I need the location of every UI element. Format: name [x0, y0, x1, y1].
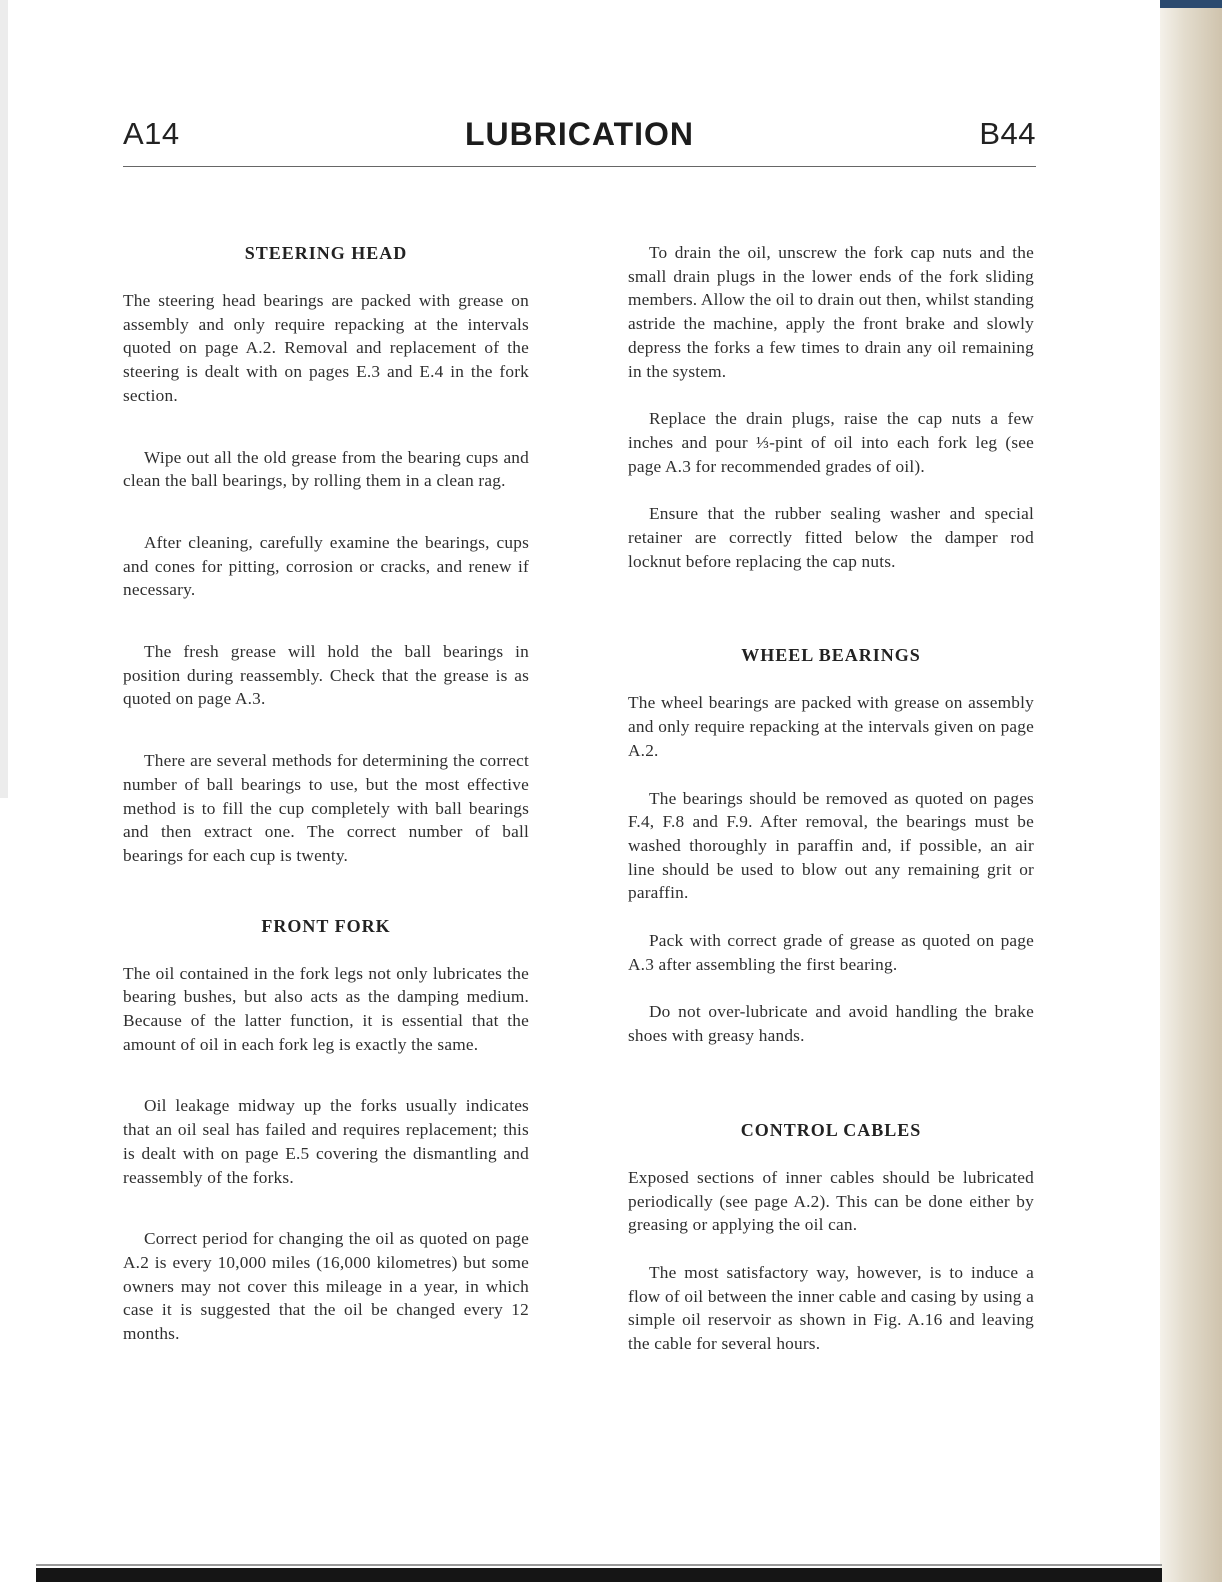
page-header	[123, 116, 1036, 158]
steering-head-paragraph-1: The steering head bearings are packed with grease on assembly and only require repacking at the intervals quoted on page A.2. Removal and replacement of the steering is dealt with on pages E.3 and E.4 in the fork section.	[123, 291, 529, 405]
page-model-code: B44	[979, 116, 1036, 151]
steering-head-paragraph-3: After cleaning, carefully examine the bearings, cups and cones for pitting, corrosion or cracks, and renew if necessary.	[123, 532, 529, 600]
fork-oil-paragraph-3: Ensure that the rubber sealing washer and special retainer are correctly fitted below the damper rod locknut before replacing the cap nuts.	[628, 504, 1034, 571]
front-fork-paragraph-2: Oil leakage midway up the forks usually indicates that an oil seal has failed and requires replacement; this is dealt with on page E.5 covering the dismantling and reassembly of the forks.	[123, 1096, 529, 1187]
fork-oil-paragraph-2: Replace the drain plugs, raise the cap nuts a few inches and pour ⅓-pint of oil into each fork leg (see page A.3 for recommended grades of oil).	[628, 409, 1034, 476]
page-title: LUBRICATION	[464, 116, 695, 152]
right-column	[628, 241, 1034, 1356]
wheel-bearings-paragraph-2: The bearings should be removed as quoted on pages F.4, F.8 and F.9. After removal, the bearings must be washed thoroughly in paraffin and, if possible, an air line should be used to blow out any remaining grit or paraffin.	[628, 788, 1034, 903]
steering-head-paragraph-2: Wipe out all the old grease from the bearing cups and clean the ball bearings, by rolling them in a clean rag.	[123, 447, 529, 491]
scan-right-edge-mark	[1160, 0, 1222, 8]
scan-left-shade	[0, 0, 8, 798]
heading-wheel-bearings: WHEEL BEARINGS	[741, 645, 921, 666]
scan-bottom-line	[36, 1564, 1162, 1566]
heading-steering-head: STEERING HEAD	[244, 243, 408, 263]
steering-head-paragraph-5: There are several methods for determining the correct number of ball bearings to use, but the most effective method is to fill the cup completely with ball bearings and then extract one. The correct number of ball bearings for each cup is twenty.	[123, 751, 529, 865]
control-cables-paragraph-1: Exposed sections of inner cables should be lubricated periodically (see page A.2). This can be done either by greasing or applying the oil can.	[628, 1167, 1034, 1235]
fork-oil-paragraph-1: To drain the oil, unscrew the fork cap nuts and the small drain plugs in the lower ends of the fork sliding members. Allow the oil to drain out then, whilst standing astride the machine, apply the front brake and slowly depress the forks a few times to drain any oil remaining in the system.	[628, 243, 1034, 381]
front-fork-paragraph-3: Correct period for changing the oil as quoted on page A.2 is every 10,000 miles (16,000 kilometres) but some owners may not cover this mileage in a year, in which case it is suggested that the oil be changed every 12 months.	[123, 1229, 529, 1344]
heading-front-fork: FRONT FORK	[261, 915, 391, 936]
front-fork-paragraph-1: The oil contained in the fork legs not only lubricates the bearing bushes, but also acts as the damping medium. Because of the latter function, it is essential that the amount of oil in each fork leg is exactly the same.	[123, 963, 529, 1054]
wheel-bearings-paragraph-3: Pack with correct grade of grease as quoted on page A.3 after assembling the first bearing.	[628, 931, 1034, 974]
wheel-bearings-paragraph-4: Do not over-lubricate and avoid handling the brake shoes with greasy hands.	[628, 1002, 1034, 1046]
wheel-bearings-paragraph-1: The wheel bearings are packed with grease on assembly and only require repacking at the intervals given on page A.2.	[628, 693, 1034, 760]
control-cables-paragraph-2: The most satisfactory way, however, is to induce a flow of oil between the inner cable and casing by using a simple oil reservoir as shown in Fig. A.16 and leaving the cable for several hours.	[628, 1262, 1034, 1354]
header-rule	[123, 166, 1036, 167]
heading-control-cables: CONTROL CABLES	[740, 1119, 922, 1140]
page-section-code: A14	[123, 116, 180, 151]
steering-head-paragraph-4: The fresh grease will hold the ball bearings in position during reassembly. Check that the grease is as quoted on page A.3.	[123, 642, 529, 709]
scan-bottom-bar	[36, 1568, 1162, 1582]
scan-right-edge	[1160, 0, 1222, 1582]
left-column	[123, 241, 529, 1346]
